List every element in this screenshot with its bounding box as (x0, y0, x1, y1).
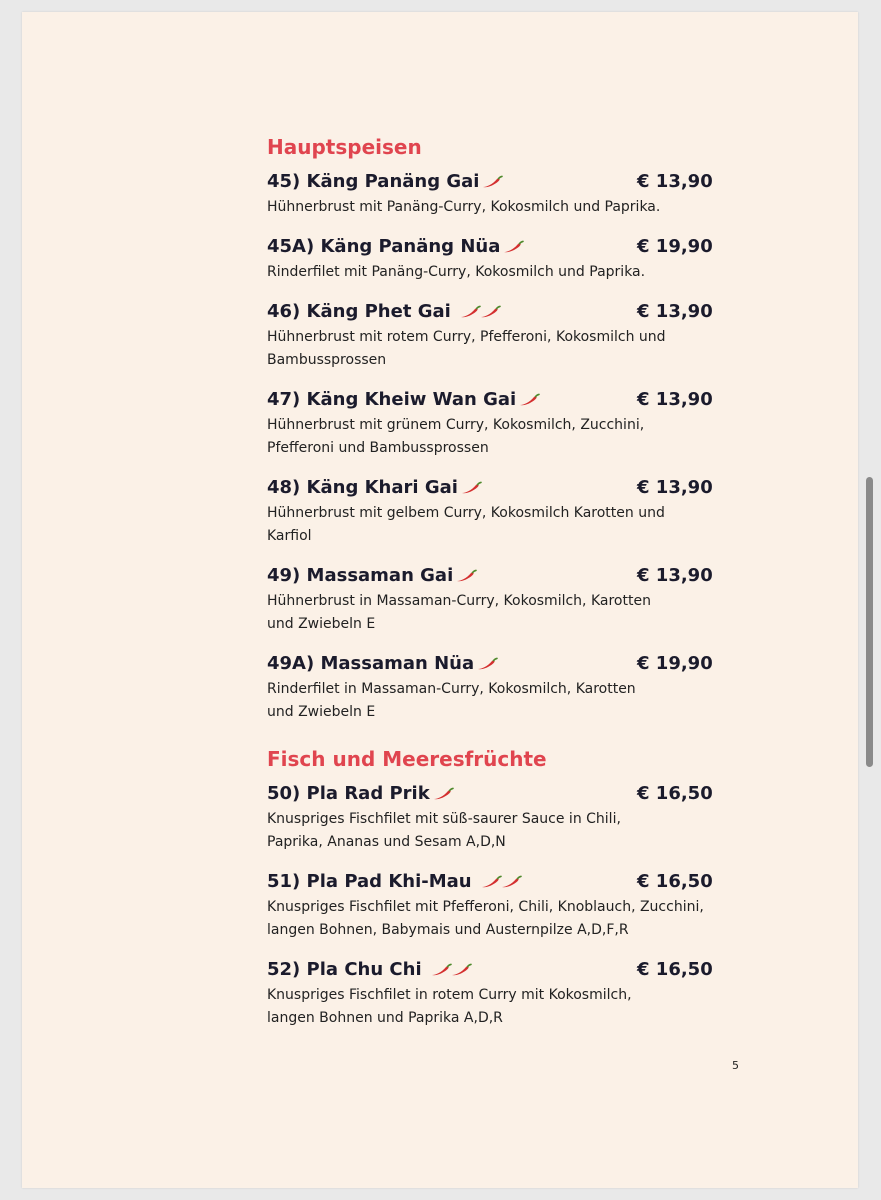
menu-item-name: 45A) Käng Panäng Nüa (267, 236, 501, 257)
menu-item (267, 956, 747, 1030)
menu-item (267, 386, 747, 460)
chili-pepper-icon (432, 787, 454, 801)
menu-item-header (267, 956, 747, 984)
chili-pepper-icon (518, 393, 540, 407)
menu-item-header (267, 562, 747, 590)
menu-item-name: 46) Käng Phet Gai (267, 301, 451, 322)
menu-item-description: Hühnerbrust mit Panäng-Curry, Kokosmilch und Paprika. (267, 199, 661, 215)
menu-section-hauptspeisen (267, 132, 747, 724)
menu-item (267, 474, 747, 548)
menu-item (267, 780, 747, 854)
menu-item-header (267, 298, 747, 326)
menu-item-price: € 13,90 (637, 477, 713, 498)
menu-item-price: € 13,90 (637, 171, 713, 192)
section-title: Hauptspeisen (267, 135, 422, 159)
menu-item-description: Rinderfilet mit Panäng-Curry, Kokosmilch und Paprika. (267, 264, 646, 280)
menu-item (267, 233, 747, 284)
menu-item-header (267, 868, 747, 896)
menu-item-description: Hühnerbrust in Massaman-Curry, Kokosmilch, Karotten und Zwiebeln E (267, 593, 651, 632)
chili-pepper-icon (502, 240, 524, 254)
menu-item-price: € 13,90 (637, 565, 713, 586)
menu-item-price: € 19,90 (637, 236, 713, 257)
menu-item-description: Rinderfilet in Massaman-Curry, Kokosmilch, Karotten und Zwiebeln E (267, 681, 636, 720)
menu-page (22, 12, 858, 1188)
menu-item-name: 48) Käng Khari Gai (267, 477, 458, 498)
menu-item-name: 45) Käng Panäng Gai (267, 171, 480, 192)
menu-item-description: Knuspriges Fischfilet mit süß-saurer Sauce in Chili, Paprika, Ananas und Sesam A,D,N (267, 811, 621, 850)
menu-item-name: 49A) Massaman Nüa (267, 653, 475, 674)
chili-pepper-icon (500, 875, 522, 889)
chili-pepper-icon (476, 657, 498, 671)
chili-pepper-icon (450, 963, 472, 977)
menu-item-description: Knuspriges Fischfilet mit Pfefferoni, Chili, Knoblauch, Zucchini, langen Bohnen, Babymais und Austernpilze A,D,F,R (267, 899, 704, 938)
menu-item-name: 50) Pla Rad Prik (267, 783, 430, 804)
chili-pepper-icon (459, 305, 481, 319)
menu-item-name: 52) Pla Chu Chi (267, 959, 422, 980)
page-number: 5 (732, 1059, 739, 1072)
menu-item (267, 868, 747, 942)
chili-pepper-icon (455, 569, 477, 583)
menu-item (267, 650, 747, 724)
menu-item-header (267, 780, 747, 808)
menu-item-header (267, 386, 747, 414)
chili-pepper-icon (460, 481, 482, 495)
menu-item-price: € 13,90 (637, 301, 713, 322)
menu-item-header (267, 168, 747, 196)
menu-item-price: € 16,50 (637, 959, 713, 980)
menu-item-price: € 16,50 (637, 783, 713, 804)
menu-section-fisch (267, 744, 747, 1030)
menu-item-header (267, 474, 747, 502)
menu-content (267, 132, 747, 1044)
menu-item (267, 168, 747, 219)
menu-item-description: Hühnerbrust mit grünem Curry, Kokosmilch, Zucchini, Pfefferoni und Bambussprossen (267, 417, 645, 456)
menu-item-name: 47) Käng Kheiw Wan Gai (267, 389, 517, 410)
menu-item-header (267, 233, 747, 261)
menu-item-description: Knuspriges Fischfilet in rotem Curry mit Kokosmilch, langen Bohnen und Paprika A,D,R (267, 987, 632, 1026)
menu-item (267, 298, 747, 372)
menu-item-price: € 16,50 (637, 871, 713, 892)
chili-pepper-icon (430, 963, 452, 977)
menu-item-price: € 19,90 (637, 653, 713, 674)
menu-item-name: 49) Massaman Gai (267, 565, 454, 586)
menu-item-header (267, 650, 747, 678)
menu-item-price: € 13,90 (637, 389, 713, 410)
menu-item-description: Hühnerbrust mit rotem Curry, Pfefferoni, Kokosmilch und Bambussprossen (267, 329, 666, 368)
menu-item-name: 51) Pla Pad Khi-Mau (267, 871, 472, 892)
scrollbar[interactable] (866, 477, 873, 767)
chili-pepper-icon (479, 305, 501, 319)
menu-item (267, 562, 747, 636)
menu-item-description: Hühnerbrust mit gelbem Curry, Kokosmilch Karotten und Karfiol (267, 505, 665, 544)
chili-pepper-icon (480, 875, 502, 889)
section-title: Fisch und Meeresfrüchte (267, 747, 547, 771)
chili-pepper-icon (481, 175, 503, 189)
